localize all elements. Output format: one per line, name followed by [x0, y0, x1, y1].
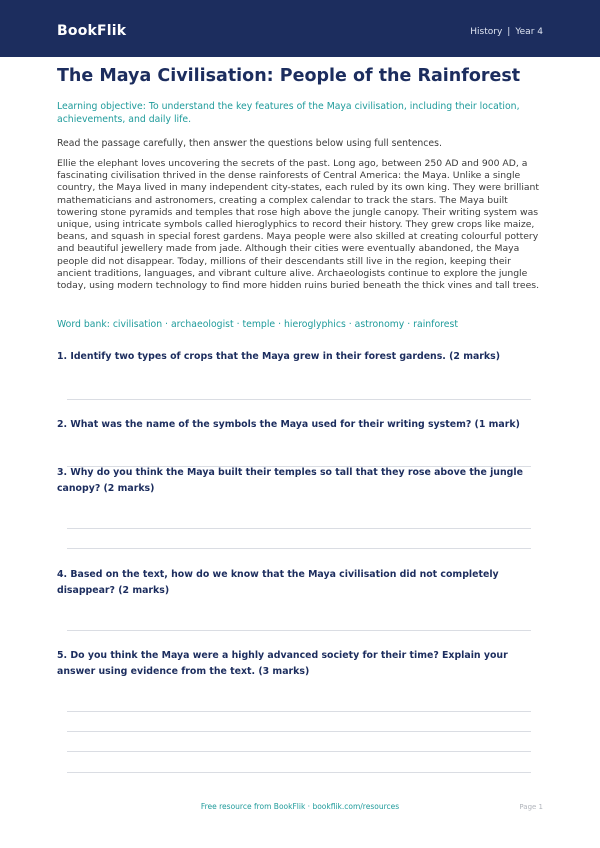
- subject-year-label: [470, 27, 543, 37]
- footer-resource-link[interactable]: Free resource from BookFlik · bookflik.com/resources: [200, 802, 400, 811]
- question-1: 1. Identify two types of crops that the Maya grew in their forest gardens. (2 marks): [57, 351, 501, 362]
- question-4: 4. Based on the text, how do we know that the Maya civilisation did not completely disappear? (2 marks): [57, 569, 499, 596]
- learning-objective: Learning objective: To understand the key features of the Maya civilisation, including their location, achievements, and daily life.: [57, 101, 520, 125]
- word-bank: Word bank: civilisation · archaeologist · temple · hieroglyphics · astronomy · rainforest: [57, 319, 458, 330]
- answer-line[interactable]: [67, 399, 531, 400]
- reading-instructions: Read the passage carefully, then answer the questions below using full sentences.: [57, 138, 442, 149]
- page-header: [0, 0, 600, 57]
- question-5: 5. Do you think the Maya were a highly advanced society for their time? Explain your answer using evidence from the text. (3 marks): [57, 650, 508, 677]
- reading-passage: Ellie the elephant loves uncovering the secrets of the past. Long ago, between 250 AD and 900 AD, a fascinating civilisation thrived in the dense rainforests of Central America: the Maya. Unlike a single country, the Maya lived in many independent city-states, each ruled by its own king. They were brilliant mathematicians and astronomers, creating a complex calendar to track the stars. The Maya built towering stone pyramids and temples that rose high above the jungle canopy. Their writing system was unique, using intricate symbols called hieroglyphics to record their history. They grew crops like maize, beans, and squash in special forest gardens. Maya people were also skilled at creating colourful pottery and beautiful jewellery made from jade. Although their cities were eventually abandoned, the Maya people did not disappear. Today, millions of their descendants still live in the region, keeping their ancient traditions, languages, and vibrant culture alive. Archaeologists continue to explore the jungle today, using modern technology to find more hidden ruins buried beneath the thick vines and tall trees.: [57, 158, 540, 292]
- question-3: 3. Why do you think the Maya built their temples so tall that they rose above the jungle canopy? (2 marks): [57, 467, 523, 494]
- answer-line[interactable]: [67, 528, 531, 529]
- question-2: 2. What was the name of the symbols the Maya used for their writing system? (1 mark): [57, 419, 520, 430]
- answer-line[interactable]: [67, 772, 531, 773]
- page-title: The Maya Civilisation: People of the Rainforest: [57, 66, 521, 86]
- brand-logo-text: BookFlik: [57, 23, 127, 39]
- year-label: Year 4: [515, 27, 543, 37]
- subject-label: History: [470, 27, 503, 37]
- subject-separator: |: [507, 27, 511, 37]
- answer-line[interactable]: [67, 548, 531, 549]
- page-number: Page 1: [519, 803, 543, 811]
- answer-line[interactable]: [67, 751, 531, 752]
- answer-line[interactable]: [67, 731, 531, 732]
- answer-line[interactable]: [67, 711, 531, 712]
- answer-line[interactable]: [67, 630, 531, 631]
